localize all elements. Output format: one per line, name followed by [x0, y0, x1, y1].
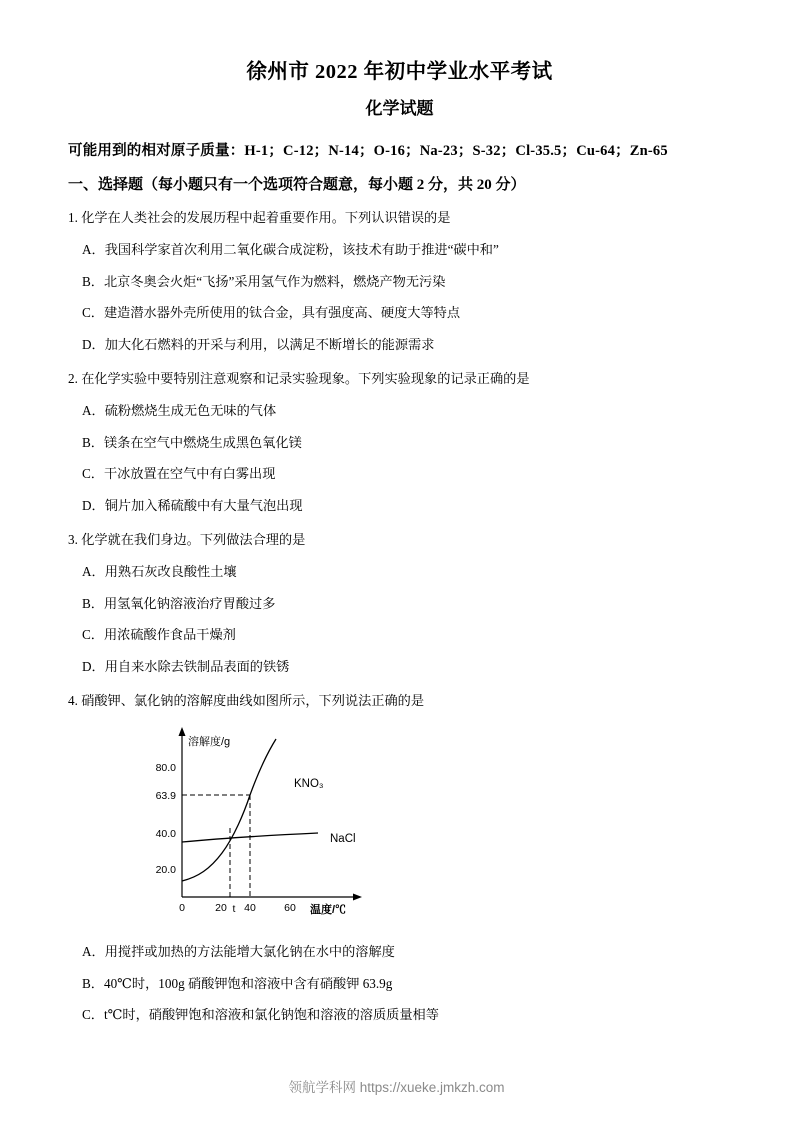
- question-option[interactable]: D．加大化石燃料的开采与利用，以满足不断增长的能源需求: [82, 337, 435, 353]
- question-option[interactable]: B．北京冬奥会火炬“飞扬”采用氢气作为燃料，燃烧产物无污染: [82, 273, 446, 289]
- x-tick-label: t: [232, 902, 236, 915]
- question-option[interactable]: D．铜片加入稀硫酸中有大量气泡出现: [82, 498, 303, 514]
- y-tick-label: 40.0: [155, 827, 176, 840]
- page-title: 徐州市 2022 年初中学业水平考试: [246, 61, 553, 83]
- x-tick-label: 60: [284, 901, 296, 914]
- question-option[interactable]: D．用自来水除去铁制品表面的铁锈: [82, 659, 290, 675]
- question-option[interactable]: B．用氢氧化钠溶液治疗胃酸过多: [82, 595, 276, 611]
- chart-svg: [94, 725, 424, 930]
- question-block: [68, 691, 731, 1025]
- question-option[interactable]: A．用搅拌或加热的方法能增大氯化钠在水中的溶解度: [82, 943, 395, 959]
- question-option[interactable]: C．t℃时，硝酸钾饱和溶液和氯化钠饱和溶液的溶质质量相等: [82, 1007, 439, 1023]
- section-heading: 一、选择题（每小题只有一个选项符合题意，每小题 2 分，共 20 分）: [68, 177, 526, 193]
- question-option[interactable]: A．我国科学家首次利用二氧化碳合成淀粉，该技术有助于推进“碳中和”: [82, 241, 499, 257]
- series-kno3-curve: [182, 739, 276, 881]
- y-tick-label: 20.0: [155, 863, 176, 876]
- question-block: [68, 208, 731, 355]
- x-axis-title: 温度/℃: [310, 903, 347, 916]
- footer-watermark: 领航学科网 https://xueke.jmkzh.com: [288, 1080, 505, 1095]
- x-tick-label: 20: [215, 901, 227, 914]
- question-block: [68, 530, 731, 677]
- question-stem: 2. 在化学实验中要特别注意观察和记录实验现象。下列实验现象的记录正确的是: [68, 370, 530, 386]
- question-option[interactable]: C．建造潜水器外壳所使用的钛合金，具有强度高、硬度大等特点: [82, 305, 461, 321]
- page-subtitle: 化学试题: [365, 99, 434, 118]
- series-nacl-label: NaCl: [330, 832, 356, 845]
- question-option[interactable]: A．硫粉燃烧生成无色无味的气体: [82, 402, 277, 418]
- question-option[interactable]: B．镁条在空气中燃烧生成黑色氧化镁: [82, 434, 302, 450]
- y-tick-label: 80.0: [155, 761, 176, 774]
- question-option[interactable]: A．用熟石灰改良酸性土壤: [82, 563, 237, 579]
- question-option[interactable]: C．干冰放置在空气中有白雾出现: [82, 466, 276, 482]
- question-option[interactable]: B．40℃时，100g 硝酸钾饱和溶液中含有硝酸钾 63.9g: [82, 975, 393, 991]
- series-kno3-label: KNO₃: [294, 777, 324, 790]
- question-option[interactable]: C．用浓硫酸作食品干燥剂: [82, 627, 236, 643]
- question-stem: 3. 化学就在我们身边。下列做法合理的是: [68, 531, 306, 547]
- question-block: [68, 369, 731, 516]
- atomic-mass-note: 可能用到的相对原子质量：H-1；C-12；N-14；O-16；Na-23；S-32；Cl-35.5；Cu-64；Zn-65: [68, 143, 668, 159]
- question-stem: 1. 化学在人类社会的发展历程中起着重要作用。下列认识错误的是: [68, 210, 451, 225]
- y-tick-label: 63.9: [155, 789, 176, 802]
- question-stem: 4. 硝酸钾、氯化钠的溶解度曲线如图所示，下列说法正确的是: [68, 692, 425, 708]
- solubility-curve-chart: [94, 725, 424, 930]
- x-tick-label: 40: [244, 901, 256, 914]
- x-tick-label: 0: [179, 901, 185, 914]
- y-axis-title: 溶解度/g: [188, 735, 231, 748]
